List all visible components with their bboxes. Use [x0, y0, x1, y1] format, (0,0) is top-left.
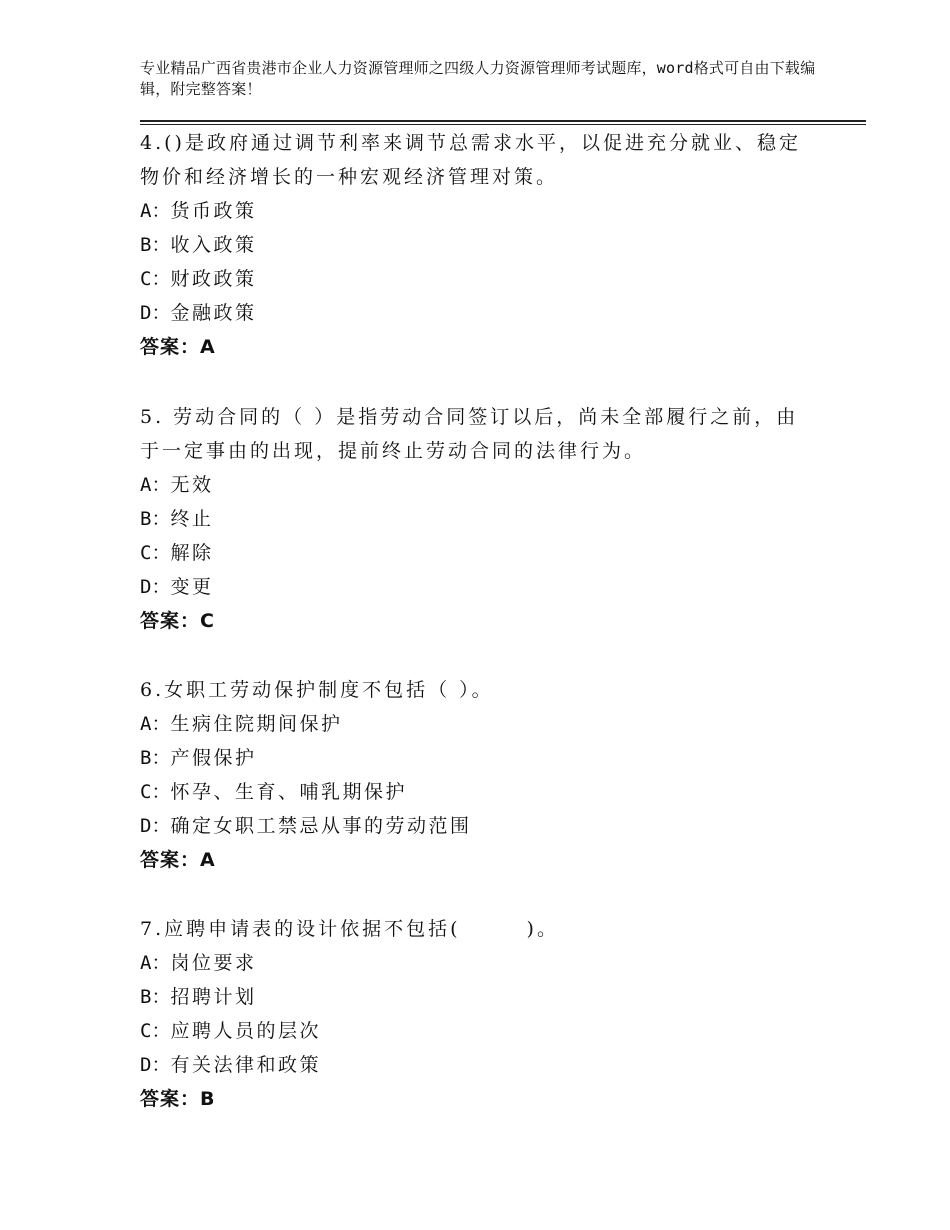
option-c [140, 775, 820, 809]
option-key: A： [140, 952, 171, 974]
option-key: B： [140, 234, 171, 256]
document-header: 专业精品广西省贵港市企业人力资源管理师之四级人力资源管理师考试题库，word格式可自由下载编辑，附完整答案！ [140, 59, 816, 98]
option-key: C： [140, 268, 171, 290]
option-text: 财政政策 [170, 268, 257, 290]
option-b [140, 502, 820, 536]
option-a [140, 707, 820, 741]
option-key: D： [140, 1054, 171, 1076]
option-key: D： [140, 815, 171, 837]
option-text: 岗位要求 [170, 952, 257, 974]
option-d [140, 809, 820, 843]
option-d [140, 1048, 820, 1082]
option-key: A： [140, 713, 171, 735]
option-text: 无效 [170, 474, 214, 496]
answer-line: 答案：C [140, 610, 215, 632]
question-stem: 7.应聘申请表的设计依据不包括( )。 [140, 918, 559, 940]
option-c [140, 262, 820, 296]
option-text: 生病住院期间保护 [170, 713, 343, 735]
option-text: 应聘人员的层次 [170, 1020, 321, 1042]
option-text: 解除 [170, 542, 214, 564]
question-5 [140, 400, 820, 638]
answer-line: 答案：B [140, 1088, 216, 1110]
answer-line: 答案：A [140, 336, 216, 358]
option-text: 招聘计划 [170, 986, 257, 1008]
question-7 [140, 912, 820, 1116]
option-text: 货币政策 [170, 200, 257, 222]
header-rule-thick [140, 120, 866, 122]
question-4 [140, 126, 820, 364]
option-c [140, 536, 820, 570]
header-rule-thin [140, 124, 866, 125]
option-b [140, 980, 820, 1014]
option-key: D： [140, 576, 171, 598]
option-b [140, 741, 820, 775]
option-key: A： [140, 200, 171, 222]
question-6 [140, 673, 820, 877]
option-a [140, 194, 820, 228]
question-stem: 5. 劳动合同的（ ）是指劳动合同签订以后，尚未全部履行之前，由于一定事由的出现，提前终止劳动合同的法律行为。 [140, 406, 799, 462]
option-key: C： [140, 781, 171, 803]
option-key: C： [140, 1020, 171, 1042]
option-key: B： [140, 747, 171, 769]
option-text: 确定女职工禁忌从事的劳动范围 [170, 815, 472, 837]
option-text: 产假保护 [170, 747, 257, 769]
option-a [140, 946, 820, 980]
answer-line: 答案：A [140, 849, 216, 871]
option-text: 终止 [170, 508, 214, 530]
option-text: 变更 [170, 576, 214, 598]
option-text: 怀孕、生育、哺乳期保护 [170, 781, 407, 803]
option-key: C： [140, 542, 171, 564]
question-stem: 4.()是政府通过调节利率来调节总需求水平，以促进充分就业、稳定物价和经济增长的一种宏观经济管理对策。 [140, 132, 801, 188]
option-c [140, 1014, 820, 1048]
option-key: B： [140, 986, 171, 1008]
option-a [140, 468, 820, 502]
option-text: 金融政策 [170, 302, 257, 324]
option-d [140, 570, 820, 604]
option-text: 有关法律和政策 [170, 1054, 321, 1076]
option-key: D： [140, 302, 171, 324]
option-d [140, 296, 820, 330]
option-key: A： [140, 474, 171, 496]
option-text: 收入政策 [170, 234, 257, 256]
option-key: B： [140, 508, 171, 530]
question-stem: 6.女职工劳动保护制度不包括（ ）。 [140, 679, 494, 701]
option-b [140, 228, 820, 262]
